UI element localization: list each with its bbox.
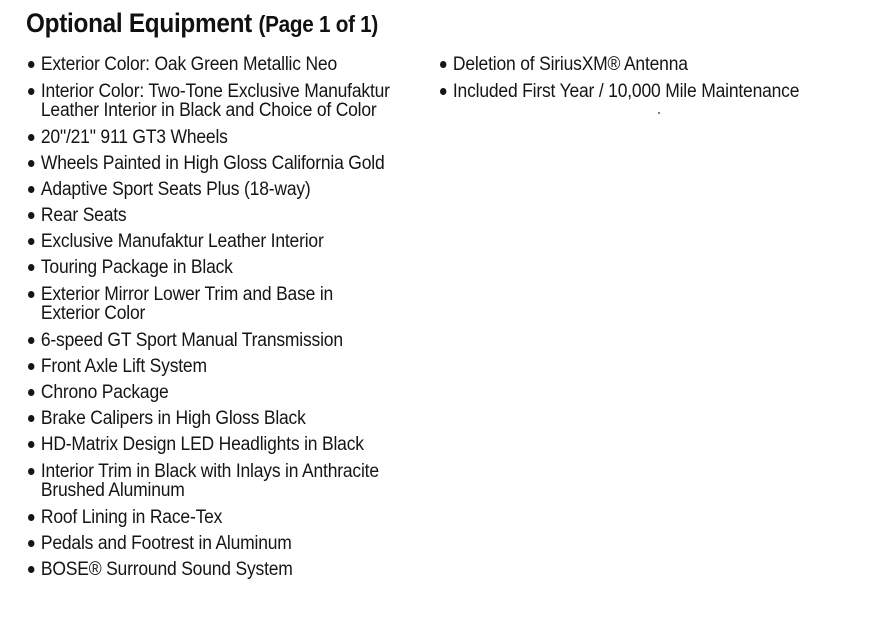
list-item (28, 82, 414, 120)
bullet-icon (28, 238, 34, 245)
list-item-text: Interior Color: Two-Tone Exclusive Manufaktur Leather Interior in Black and Choice of Color (40, 81, 390, 121)
bullet-icon (440, 61, 446, 68)
heading-page-note: (Page 1 of 1) (258, 11, 379, 37)
list-item (28, 357, 414, 376)
list-item (28, 435, 414, 454)
bullet-icon (28, 566, 34, 573)
list-item-text: Included First Year / 10,000 Mile Maintenance (452, 81, 800, 102)
list-item-text: Front Axle Lift System (40, 356, 207, 377)
list-item-text: BOSE® Surround Sound System (40, 559, 293, 580)
bullet-icon (28, 291, 34, 298)
list-item (28, 462, 414, 500)
list-item-text: Deletion of SiriusXM® Antenna (452, 54, 688, 75)
heading-title: Optional Equipment (26, 8, 252, 38)
bullet-icon (28, 540, 34, 547)
bullet-icon (28, 61, 34, 68)
list-item (28, 206, 414, 225)
list-item-text: Brake Calipers in High Gloss Black (40, 408, 306, 429)
list-item (28, 180, 414, 199)
list-item-text: 6-speed GT Sport Manual Transmission (40, 330, 343, 351)
bullet-icon (28, 160, 34, 167)
list-item (28, 258, 414, 277)
list-item-text: Interior Trim in Black with Inlays in Anthracite Brushed Aluminum (40, 461, 379, 501)
list-item-text: Rear Seats (40, 205, 127, 226)
list-item-text: Exclusive Manufaktur Leather Interior (40, 231, 324, 252)
list-item-text: Adaptive Sport Seats Plus (18-way) (40, 179, 311, 200)
bullet-icon (440, 88, 446, 95)
list-item-text: Exterior Color: Oak Green Metallic Neo (40, 54, 337, 75)
page-heading (26, 8, 378, 39)
left-equipment-list (28, 55, 448, 579)
list-item-text: Pedals and Footrest in Aluminum (40, 533, 292, 554)
bullet-icon (28, 468, 34, 475)
list-item (28, 55, 414, 74)
list-item-text: HD-Matrix Design LED Headlights in Black (40, 434, 364, 455)
list-item (28, 409, 414, 428)
bullet-icon (28, 415, 34, 422)
list-item (28, 331, 414, 350)
list-item (28, 154, 414, 173)
list-item-text: Exterior Mirror Lower Trim and Base in Exterior Color (40, 284, 334, 324)
bullet-icon (28, 264, 34, 271)
list-item (440, 55, 836, 74)
list-item (28, 232, 414, 251)
right-equipment-list (440, 55, 870, 101)
list-item-text: Touring Package in Black (40, 257, 233, 278)
bullet-icon (28, 212, 34, 219)
list-item (28, 534, 414, 553)
bullet-icon (28, 88, 34, 95)
bullet-icon (28, 389, 34, 396)
list-item (28, 285, 414, 323)
list-item-text: Chrono Package (40, 382, 169, 403)
bullet-icon (28, 441, 34, 448)
list-item-text: 20"/21" 911 GT3 Wheels (40, 127, 228, 148)
list-item-text: Roof Lining in Race-Tex (40, 507, 223, 528)
bullet-icon (28, 337, 34, 344)
bullet-icon (28, 186, 34, 193)
list-item (440, 82, 836, 101)
bullet-icon (28, 514, 34, 521)
list-item (28, 560, 414, 579)
list-item (28, 383, 414, 402)
list-item (28, 128, 414, 147)
bullet-icon (28, 134, 34, 141)
list-item (28, 508, 414, 527)
bullet-icon (28, 363, 34, 370)
scan-speck (658, 112, 660, 114)
list-item-text: Wheels Painted in High Gloss California Gold (40, 153, 385, 174)
